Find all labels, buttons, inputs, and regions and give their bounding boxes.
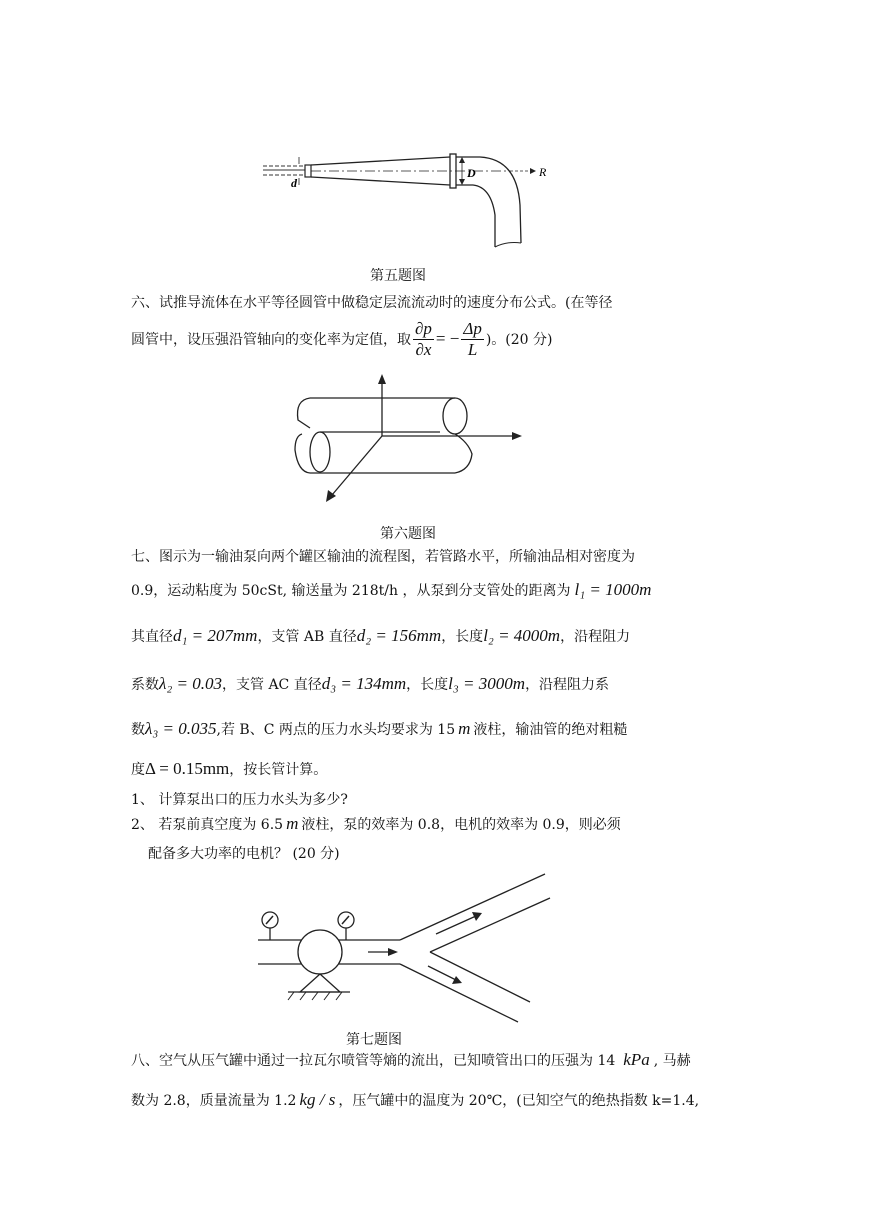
figure-7-diagram xyxy=(250,870,560,1030)
q7-line-1: 七、图示为一输油泵向两个罐区输油的流程图，若管路水平，所输油品相对密度为 xyxy=(131,549,635,565)
q7-line-5-b: ,若 B、C 两点的压力水头均要求为 15 xyxy=(216,722,456,738)
fig5-label-d: d xyxy=(291,176,297,190)
q6-line-1: 六、试推导流体在水平等径圆管中做稳定层流流动时的速度分布公式。(在等径 xyxy=(131,295,613,311)
q7-sub2-b: 液柱，泵的效率为 0.8，电机的效率为 0.9，则必须 xyxy=(301,817,621,833)
q6-frac1-numerator: ∂p xyxy=(415,318,432,338)
q7-d2: d₂ = 156mm xyxy=(356,626,442,645)
figure-6-diagram xyxy=(290,370,530,505)
q7-lambda3: λ₃ = 0.035 xyxy=(145,719,217,738)
figure-5-caption: 第五题图 xyxy=(370,268,426,284)
figure-5-diagram xyxy=(255,135,575,260)
q7-line-3-b: ，支管 AB 直径 xyxy=(257,629,357,645)
q7-line-5-a: 数 xyxy=(131,722,145,738)
q8-line-1 xyxy=(131,1050,691,1070)
q7-subquestion-1: 1、 计算泵出口的压力水头为多少? xyxy=(131,792,348,808)
figure-6-caption: 第六题图 xyxy=(380,526,436,542)
q7-subquestion-2-line-2: 配备多大功率的电机？ (20 分) xyxy=(148,846,340,862)
figure-7-caption: 第七题图 xyxy=(346,1032,402,1048)
q7-line-4-c: ，长度 xyxy=(406,677,449,693)
q8-unit-kg-s: kg / s xyxy=(299,1090,336,1109)
q8-line-1-a: 八、空气从压气罐中通过一拉瓦尔喷管等熵的流出，已知喷管出口的压强为 14 xyxy=(131,1053,616,1069)
q6-frac2-numerator: Δp xyxy=(463,318,482,338)
fig5-label-D: D xyxy=(467,166,476,180)
q7-line-6 xyxy=(131,759,327,779)
q7-subquestion-2 xyxy=(131,814,621,834)
q7-line-4-a: 系数 xyxy=(131,677,159,693)
q6-equals-minus: = − xyxy=(435,329,460,348)
q7-d3: d₃ = 134mm xyxy=(321,674,407,693)
q7-line-4-b: ，支管 AC 直径 xyxy=(222,677,322,693)
q8-line-2-a: 数为 2.8，质量流量为 1.2 xyxy=(131,1093,297,1109)
q8-line-2-b: ，压气罐中的温度为 20℃，(已知空气的绝热指数 k=1.4, xyxy=(338,1093,700,1109)
q7-line-5-unit: m xyxy=(458,719,471,738)
q7-l1: l₁ = 1000m xyxy=(574,580,652,599)
q6-fraction-dp-dx xyxy=(413,319,434,360)
q6-frac1-denominator: ∂x xyxy=(415,339,432,359)
q6-line-2-text: 圆管中，设压强沿管轴向的变化率为定值，取 xyxy=(131,332,411,348)
q7-line-3 xyxy=(131,626,630,646)
q8-line-1-b: , 马赫 xyxy=(653,1053,691,1069)
q6-frac2-denominator: L xyxy=(467,339,478,359)
q7-line-3-c: ，长度 xyxy=(441,629,484,645)
q7-line-5 xyxy=(131,719,627,739)
q7-line-2 xyxy=(131,580,651,600)
q8-unit-kpa: kPa xyxy=(623,1050,650,1069)
fig5-label-R: R xyxy=(539,165,547,179)
q6-line-2 xyxy=(131,316,552,362)
q7-delta: Δ = 0.15mm xyxy=(145,759,230,778)
q7-sub2-a: 2、 若泵前真空度为 6.5 xyxy=(131,817,284,833)
q6-fraction-delta-p-L xyxy=(461,319,483,360)
q7-l3: l₃ = 3000m xyxy=(448,674,526,693)
q7-line-4-d: ，沿程阻力系 xyxy=(525,677,610,693)
q8-line-2 xyxy=(131,1090,699,1110)
q7-line-3-d: ，沿程阻力 xyxy=(560,629,631,645)
q7-line-6-a: 度 xyxy=(131,762,145,778)
q7-d1: d₁ = 207mm xyxy=(173,626,258,645)
q6-line-2-end: )。(20 分) xyxy=(485,332,553,348)
q7-lambda2: λ₂ = 0.03 xyxy=(159,674,222,693)
q7-line-6-b: ，按长管计算。 xyxy=(229,762,328,778)
q7-line-2-text: 0.9，运动粘度为 50cSt, 输送量为 218t/h ，从泵到分支管处的距离为 xyxy=(131,583,571,599)
q7-sub2-unit: m xyxy=(286,814,299,833)
q7-line-3-a: 其直径 xyxy=(131,629,173,645)
q7-l2: l₂ = 4000m xyxy=(483,626,561,645)
q7-line-5-c: 液柱，输油管的绝对粗糙 xyxy=(473,722,628,738)
q7-line-4 xyxy=(131,674,609,694)
